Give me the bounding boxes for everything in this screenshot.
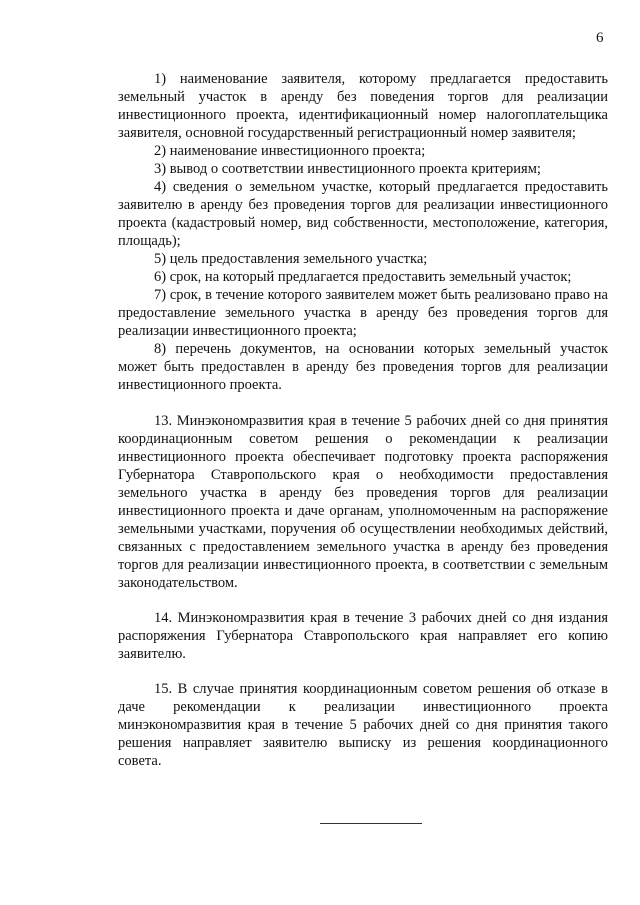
page-number: 6 bbox=[596, 30, 604, 46]
spacer bbox=[118, 394, 608, 412]
spacer bbox=[118, 592, 608, 609]
paragraph-13: 13. Минэкономразвития края в течение 5 рабочих дней со дня принятия координационным советом решения о рекомендации к реализации инвестиционного проекта обеспечивает подготовку проекта распоряжения Губернатора Ставропольского края о необходимости предоставления земельного участка в аренду без проведения торгов для реализации инвестиционного проекта и даче органам, уполномоченным на распоряжение земельными участками, поручения об осуществлении необходимых действий, связанных с предоставлением земельного участка в аренду без проведения торгов для реализации инвестиционного проекта, в соответствии с земельным законодательством. bbox=[118, 413, 608, 591]
spacer bbox=[118, 663, 608, 680]
list-item: 2) наименование инвестиционного проекта; bbox=[154, 143, 426, 159]
paragraph-14: 14. Минэкономразвития края в течение 3 рабочих дней со дня издания распоряжения Губернатора Ставропольского края направляет его копию заявителю. bbox=[118, 610, 608, 662]
end-separator-line bbox=[320, 823, 422, 824]
list-item: 1) наименование заявителя, которому предлагается предоставить земельный участок в аренду без поведения торгов для реализации инвестиционного проекта, идентификационный номер налогоплательщика заявителя, основной государственный регистрационный номер заявителя; bbox=[118, 71, 608, 141]
list-item: 4) сведения о земельном участке, который предлагается предоставить заявителю в аренду без проведения торгов для реализации инвестиционного проекта (кадастровый номер, вид собственности, местоположение, категория, площадь); bbox=[118, 179, 608, 249]
list-item: 5) цель предоставления земельного участка; bbox=[154, 251, 428, 267]
list-item: 7) срок, в течение которого заявителем может быть реализовано право на предоставление земельного участка в аренду без проведения торгов для реализации инвестиционного проекта; bbox=[118, 287, 608, 339]
paragraph-15: 15. В случае принятия координационным советом решения об отказе в даче рекомендации к реализации инвестиционного проекта минэкономразвития края в течение 5 рабочих дней со дня принятия такого решения направляет заявителю выписку из решения координационного совета. bbox=[118, 681, 608, 769]
document-body bbox=[118, 70, 608, 770]
list-item: 3) вывод о соответствии инвестиционного проекта критериям; bbox=[154, 161, 541, 177]
list-item: 6) срок, на который предлагается предоставить земельный участок; bbox=[154, 269, 572, 285]
list-item: 8) перечень документов, на основании которых земельный участок может быть предоставлен в аренду без проведения торгов для реализации инвестиционного проекта. bbox=[118, 341, 608, 393]
